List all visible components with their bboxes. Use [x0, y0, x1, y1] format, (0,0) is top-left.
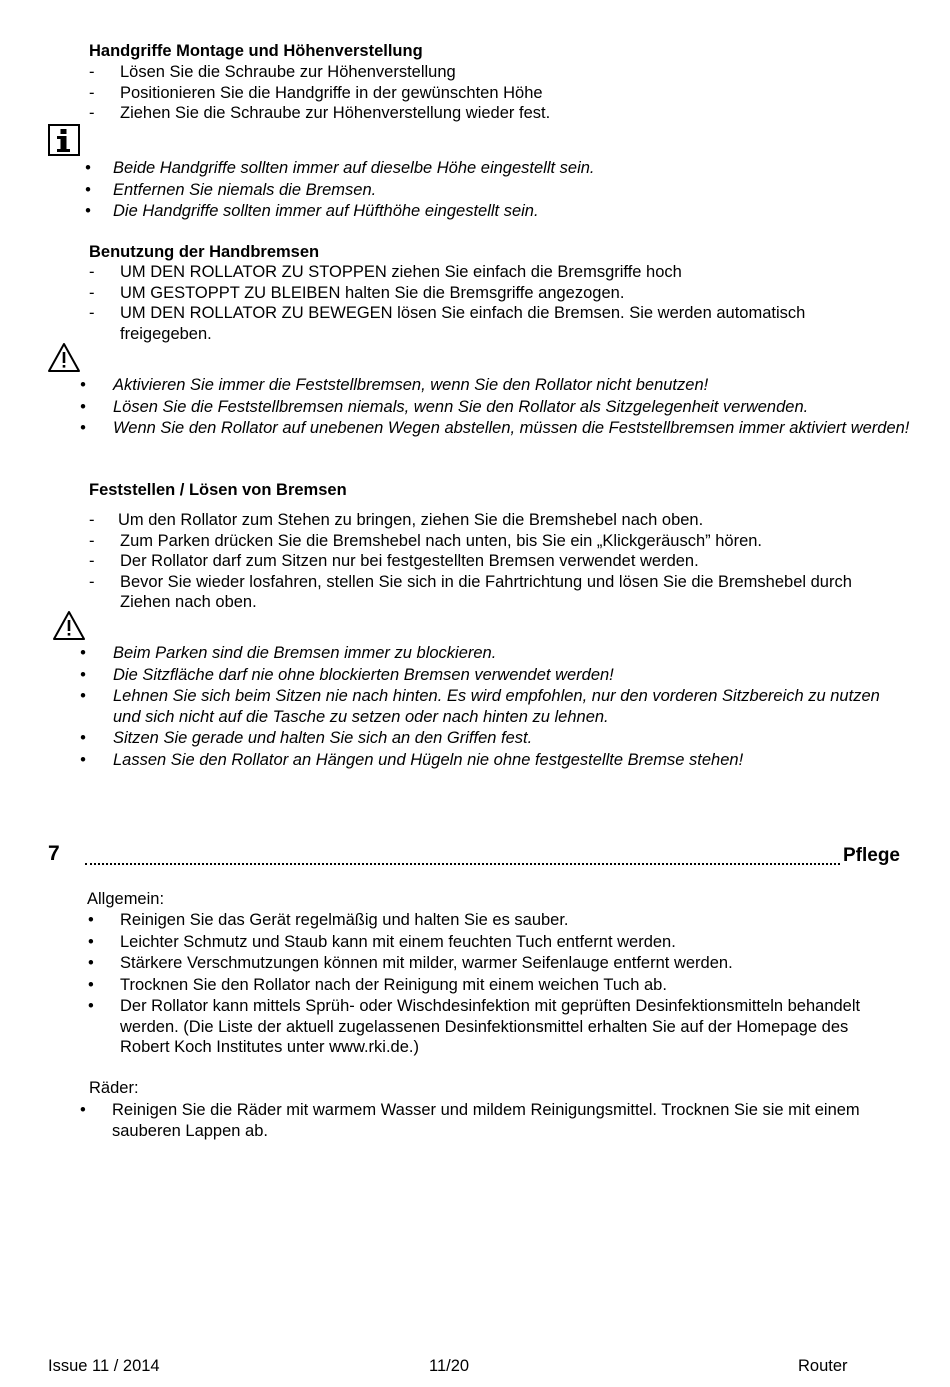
list-item: • Stärkere Verschmutzungen können mit milder, warmer Seifenlauge entfernt werden. [88, 954, 733, 972]
warning-icon [52, 610, 86, 642]
warning-icon [47, 342, 81, 374]
list-item: • Lassen Sie den Rollator an Hängen und Hügeln nie ohne festgestellte Bremse stehen! [80, 750, 744, 769]
list-item: - Um den Rollator zum Stehen zu bringen, ziehen Sie die Bremshebel nach oben. [89, 510, 888, 531]
list-item: • Die Handgriffe sollten immer auf Hüfthöhe eingestellt sein. [85, 202, 539, 220]
list-item: • Sitzen Sie gerade und halten Sie sich an den Griffen fest. [80, 729, 533, 747]
handbremsen-steps [89, 262, 890, 344]
list-item: - Zum Parken drücken Sie die Bremshebel nach unten, bis Sie ein „Klickgeräusch” hören. [89, 531, 890, 552]
list-item: • Reinigen Sie die Räder mit warmem Wasser und mildem Reinigungsmittel. Trocknen Sie sie mit einem sauberen Lappen ab. [80, 1101, 860, 1140]
label-raeder: Räder: [89, 1079, 139, 1097]
list-item: • Der Rollator kann mittels Sprüh- oder Wischdesinfektion mit geprüften Desinfektionsmitteln behandelt werden. (Die Liste der aktuell zugelassenen Desinfektionsmittel erhalten Sie auf der Homepage des Robert Koch Institutes unter www.rki.de.) [88, 997, 861, 1056]
section-title: Pflege [842, 845, 900, 866]
footer-issue: Issue 11 / 2014 [48, 1357, 160, 1375]
heading-handbremsen: Benutzung der Handbremsen [89, 243, 320, 261]
heading-feststellen: Feststellen / Lösen von Bremsen [89, 481, 347, 499]
section-number: 7 [48, 842, 60, 865]
list-item: - Bevor Sie wieder losfahren, stellen Sie sich in die Fahrtrichtung und lösen Sie die Bremshebel durch Ziehen nach oben. [89, 572, 890, 613]
handgriffe-steps [89, 62, 890, 124]
raeder-list [80, 1100, 880, 1141]
label-allgemein: Allgemein: [87, 890, 165, 908]
list-item: • Lehnen Sie sich beim Sitzen nie nach hinten. Es wird empfohlen, nur den vorderen Sitzbereich zu nutzen und sich nicht auf die Tasche zu setzen oder nach hinten zu lehnen. [80, 687, 880, 726]
feststellen-warnings [80, 643, 890, 770]
list-item: - UM GESTOPPT ZU BLEIBEN halten Sie die Bremsgriffe angezogen. [89, 283, 890, 304]
list-item: - Ziehen Sie die Schraube zur Höhenverstellung wieder fest. [89, 103, 890, 124]
heading-handgriffe: Handgriffe Montage und Höhenverstellung [89, 42, 423, 60]
list-item: - UM DEN ROLLATOR ZU BEWEGEN lösen Sie einfach die Bremsen. Sie werden automatisch freigegeben. [89, 303, 890, 344]
list-item: • Die Sitzfläche darf nie ohne blockierten Bremsen verwendet werden! [80, 665, 614, 684]
list-item: • Aktivieren Sie immer die Feststellbremsen, wenn Sie den Rollator nicht benutzen! [80, 376, 709, 394]
handbremsen-warnings [80, 375, 910, 439]
list-item: • Leichter Schmutz und Staub kann mit einem feuchten Tuch entfernt werden. [88, 932, 676, 951]
list-item: • Wenn Sie den Rollator auf unebenen Wegen abstellen, müssen die Feststellbremsen immer aktiviert werden! [80, 419, 910, 437]
list-item: • Reinigen Sie das Gerät regelmäßig und halten Sie es sauber. [88, 911, 569, 929]
info-icon [48, 124, 80, 156]
section-heading [48, 840, 900, 870]
list-item: • Entfernen Sie niemals die Bremsen. [85, 180, 377, 199]
list-item: • Beim Parken sind die Bremsen immer zu blockieren. [80, 644, 497, 662]
list-item: • Lösen Sie die Feststellbremsen niemals, wenn Sie den Rollator als Sitzgelegenheit verwenden. [80, 397, 809, 416]
footer-page-number: 11/20 [429, 1357, 470, 1375]
list-item: - Lösen Sie die Schraube zur Höhenverstellung [89, 62, 890, 83]
feststellen-steps [89, 510, 890, 613]
list-item: - Der Rollator darf zum Sitzen nur bei festgestellten Bremsen verwendet werden. [89, 551, 890, 572]
list-item: - Positionieren Sie die Handgriffe in der gewünschten Höhe [89, 83, 890, 104]
section-dotted-leader [85, 863, 900, 865]
list-item: - UM DEN ROLLATOR ZU STOPPEN ziehen Sie einfach die Bremsgriffe hoch [89, 262, 890, 283]
list-item: • Trocknen Sie den Rollator nach der Reinigung mit einem weichen Tuch ab. [88, 975, 667, 994]
handgriffe-notes [85, 158, 915, 222]
list-item: • Beide Handgriffe sollten immer auf dieselbe Höhe eingestellt sein. [85, 159, 595, 177]
allgemein-list [88, 910, 878, 1058]
footer-model: Router [798, 1357, 848, 1375]
